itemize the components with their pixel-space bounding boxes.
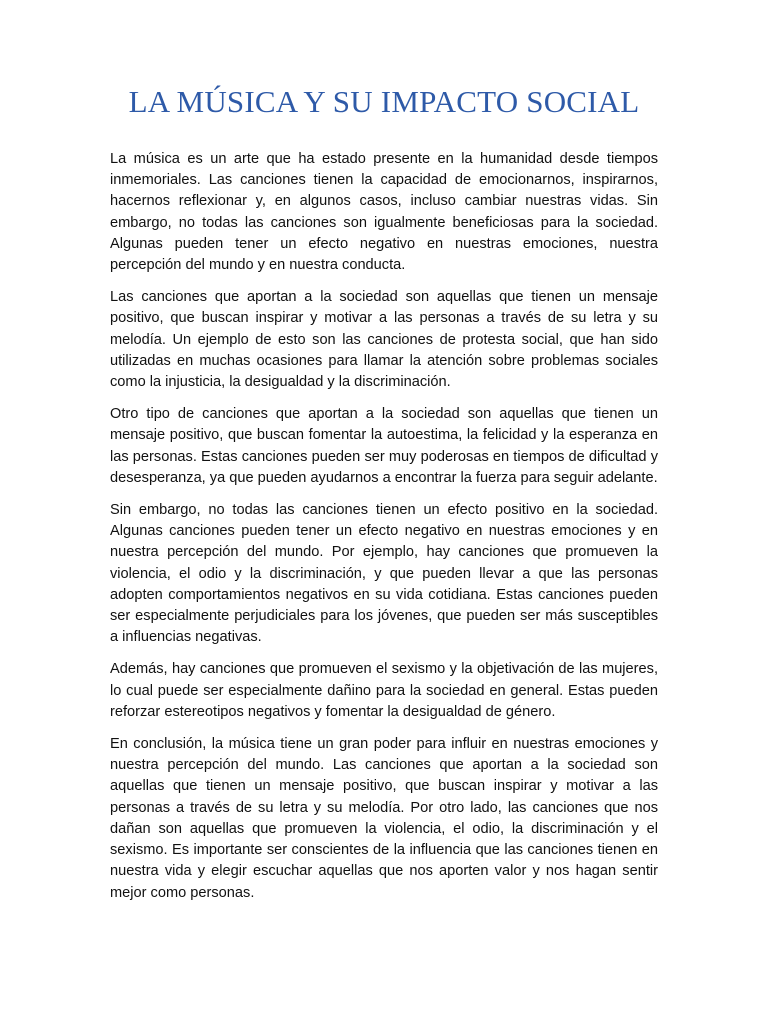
document-body [110,149,658,915]
paragraph-intro: La música es un arte que ha estado presente en la humanidad desde tiempos inmemoriales. Las canciones tienen la capacidad de emocionarnos, inspirarnos, hacernos reflexionar y, en algunos casos, incluso cambiar nuestras vidas. Sin embargo, no todas las canciones son igualmente beneficiosas para la sociedad. Algunas pueden tener un efecto negativo en nuestras emociones, nuestra percepción del mundo y en nuestra conducta. [110,151,658,274]
paragraph-positive-songs: Las canciones que aportan a la sociedad son aquellas que tienen un mensaje positivo, que buscan inspirar y motivar a las personas a través de su letra y su melodía. Un ejemplo de esto son las canciones de protesta social, que han sido utilizadas en muchas ocasiones para llamar la atención sobre problemas sociales como la injusticia, la desigualdad y la discriminación. [110,289,658,391]
paragraph-sexism-songs: Además, hay canciones que promueven el sexismo y la objetivación de las mujeres, lo cual puede ser especialmente dañino para la sociedad en general. Estas pueden reforzar estereotipos negativos y fomentar la desigualdad de género. [110,661,658,720]
paragraph-conclusion: En conclusión, la música tiene un gran poder para influir en nuestras emociones y nuestra percepción del mundo. Las canciones que aportan a la sociedad son aquellas que tienen un mensaje positivo, que buscan inspirar y motivar a las personas a través de su letra y su melodía. Por otro lado, las canciones que nos dañan son aquellas que promueven la violencia, el odio, la discriminación y el sexismo. Es importante ser conscientes de la influencia que las canciones tienen en nuestra vida y elegir escuchar aquellas que nos aporten valor y nos hagan sentir mejor como personas. [110,736,658,901]
paragraph-self-esteem-songs: Otro tipo de canciones que aportan a la sociedad son aquellas que tienen un mensaje positivo, que buscan fomentar la autoestima, la felicidad y la esperanza en las personas. Estas canciones pueden ser muy poderosas en tiempos de dificultad y desesperanza, ya que pueden ayudarnos a encontrar la fuerza para seguir adelante. [110,406,658,486]
document-title: LA MÚSICA Y SU IMPACTO SOCIAL [128,84,640,119]
paragraph-negative-songs: Sin embargo, no todas las canciones tienen un efecto positivo en la sociedad. Algunas canciones pueden tener un efecto negativo en nuestras emociones y en nuestra percepción del mundo. Por ejemplo, hay canciones que promueven la violencia, el odio y la discriminación, y que pueden llevar a que las personas adopten comportamientos negativos en su vida cotidiana. Estas canciones pueden ser especialmente perjudiciales para los jóvenes, que pueden ser más susceptibles a influencias negativas. [110,502,658,646]
